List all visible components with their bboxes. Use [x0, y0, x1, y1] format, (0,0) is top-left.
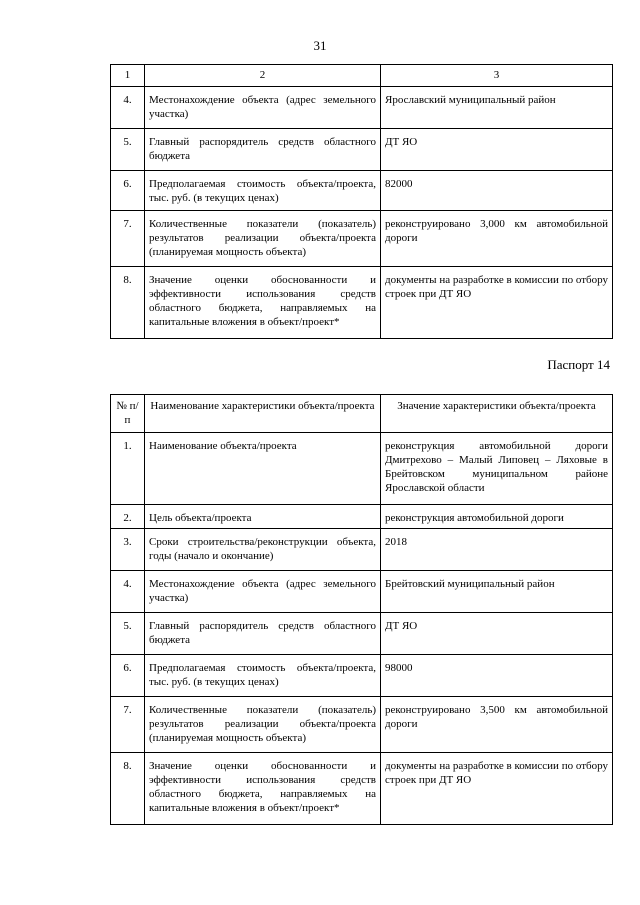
passport-table-continued: [110, 64, 613, 339]
characteristic-value: реконструировано 3,000 км автомобильной дороги: [381, 211, 613, 267]
row-number: 4.: [111, 87, 145, 129]
characteristic-value: 2018: [381, 529, 613, 571]
table-row: [111, 697, 613, 753]
row-number: 5.: [111, 129, 145, 171]
row-number: 3.: [111, 529, 145, 571]
row-number: 2.: [111, 505, 145, 529]
characteristic-name: Предполагаемая стоимость объекта/проекта, тыс. руб. (в текущих ценах): [145, 655, 381, 697]
table-row: [111, 655, 613, 697]
characteristic-value: 98000: [381, 655, 613, 697]
table-row: [111, 129, 613, 171]
table-row: [111, 753, 613, 825]
passport-table: [110, 394, 613, 825]
characteristic-name: Главный распорядитель средств областного бюджета: [145, 613, 381, 655]
characteristic-value: документы на разработке в комиссии по отбору строек при ДТ ЯО: [381, 267, 613, 339]
characteristic-name: Предполагаемая стоимость объекта/проекта, тыс. руб. (в текущих ценах): [145, 171, 381, 211]
characteristic-name: Наименование объекта/проекта: [145, 433, 381, 505]
characteristic-value: ДТ ЯО: [381, 129, 613, 171]
characteristic-name: Количественные показатели (показатель) результатов реализации объекта/проекта (планируемая мощность объекта): [145, 211, 381, 267]
characteristic-name: Цель объекта/проекта: [145, 505, 381, 529]
characteristic-name: Местонахождение объекта (адрес земельного участка): [145, 571, 381, 613]
characteristic-name: Местонахождение объекта (адрес земельного участка): [145, 87, 381, 129]
characteristic-value: реконструкция автомобильной дороги: [381, 505, 613, 529]
row-number: 7.: [111, 697, 145, 753]
row-number: 4.: [111, 571, 145, 613]
table-row: [111, 613, 613, 655]
row-number: 7.: [111, 211, 145, 267]
row-number: 6.: [111, 655, 145, 697]
characteristic-value: Ярославский муниципальный район: [381, 87, 613, 129]
table-row: [111, 433, 613, 505]
row-number: 1.: [111, 433, 145, 505]
table-row: [111, 87, 613, 129]
characteristic-name: Сроки строительства/реконструкции объекта, годы (начало и окончание): [145, 529, 381, 571]
characteristic-value: реконструировано 3,500 км автомобильной дороги: [381, 697, 613, 753]
column-header-value: Значение характеристики объекта/проекта: [381, 395, 613, 433]
characteristic-name: Количественные показатели (показатель) результатов реализации объекта/проекта (планируемая мощность объекта): [145, 697, 381, 753]
table-row: [111, 571, 613, 613]
column-header-number: № п/п: [111, 395, 145, 433]
table-row: [111, 267, 613, 339]
characteristic-value: ДТ ЯО: [381, 613, 613, 655]
characteristic-name: Значение оценки обоснованности и эффективности использования средств областного бюджета, направляемых на капитальные вложения в объект/проект*: [145, 753, 381, 825]
passport-title: Паспорт 14: [547, 357, 610, 372]
row-number: 6.: [111, 171, 145, 211]
row-number: 8.: [111, 267, 145, 339]
column-number-3: 3: [381, 65, 613, 87]
characteristic-value: реконструкция автомобильной дороги Дмитрехово – Малый Липовец – Ляховые в Брейтовском муниципальном районе Ярославской области: [381, 433, 613, 505]
characteristic-value: 82000: [381, 171, 613, 211]
table-row: [111, 211, 613, 267]
characteristic-value: Брейтовский муниципальный район: [381, 571, 613, 613]
column-number-row: [111, 65, 613, 87]
page-number: 31: [313, 38, 327, 53]
column-number-2: 2: [145, 65, 381, 87]
table-row: [111, 529, 613, 571]
table-row: [111, 505, 613, 529]
row-number: 5.: [111, 613, 145, 655]
characteristic-name: Главный распорядитель средств областного бюджета: [145, 129, 381, 171]
characteristic-name: Значение оценки обоснованности и эффективности использования средств областного бюджета, направляемых на капитальные вложения в объект/проект*: [145, 267, 381, 339]
table-row: [111, 171, 613, 211]
column-number-1: 1: [111, 65, 145, 87]
row-number: 8.: [111, 753, 145, 825]
characteristic-value: документы на разработке в комиссии по отбору строек при ДТ ЯО: [381, 753, 613, 825]
column-header-name: Наименование характеристики объекта/проекта: [145, 395, 381, 433]
table-header-row: [111, 395, 613, 433]
